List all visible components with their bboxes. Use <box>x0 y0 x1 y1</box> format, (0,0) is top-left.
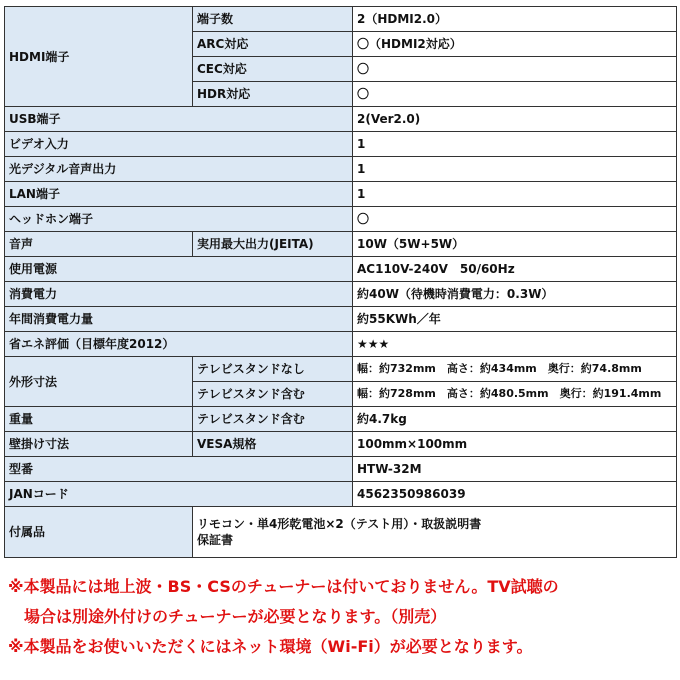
notice-line-1: ※本製品には地上波・BS・CSのチューナーは付いておりません。TV試聴の <box>8 577 559 596</box>
notice-block <box>8 572 672 662</box>
row-label-optical: 光デジタル音声出力 <box>5 157 353 182</box>
spec-table <box>4 6 677 558</box>
row-label-power-source: 使用電源 <box>5 257 353 282</box>
row-label-energy-rating: 省エネ評価（目標年度2012） <box>5 332 353 357</box>
table-row <box>5 307 677 332</box>
table-row <box>5 182 677 207</box>
table-row <box>5 7 677 32</box>
value-hdr: 〇 <box>353 82 677 107</box>
row-label-wall-mount: 壁掛け寸法 <box>5 432 193 457</box>
table-row <box>5 132 677 157</box>
value-cec: 〇 <box>353 57 677 82</box>
row-label-video: ビデオ入力 <box>5 132 353 157</box>
sub-label-weight: テレビスタンド含む <box>193 407 353 432</box>
sub-label-cec: CEC対応 <box>193 57 353 82</box>
table-row <box>5 207 677 232</box>
value-video: 1 <box>353 132 677 157</box>
table-row <box>5 432 677 457</box>
value-energy-rating: ★★★ <box>353 332 677 357</box>
table-row <box>5 457 677 482</box>
table-row <box>5 407 677 432</box>
sub-label-with-stand: テレビスタンド含む <box>193 382 353 407</box>
accessories-line-1: リモコン・単4形乾電池×2（テスト用）・取扱説明書 <box>197 517 482 531</box>
table-row <box>5 482 677 507</box>
value-wall-mount: 100mm×100mm <box>353 432 677 457</box>
row-label-dimensions: 外形寸法 <box>5 357 193 407</box>
row-label-jan: JANコード <box>5 482 353 507</box>
value-annual-power: 約55KWh／年 <box>353 307 677 332</box>
table-row <box>5 257 677 282</box>
sub-label-hdr: HDR対応 <box>193 82 353 107</box>
value-arc: 〇（HDMI2対応） <box>353 32 677 57</box>
value-power-consumption: 約40W（待機時消費電力：0.3W） <box>353 282 677 307</box>
row-label-model: 型番 <box>5 457 353 482</box>
value-model: HTW-32M <box>353 457 677 482</box>
sub-label-audio: 実用最大出力(JEITA) <box>193 232 353 257</box>
table-row <box>5 357 677 382</box>
table-row <box>5 157 677 182</box>
notice-line-2: 場合は別途外付けのチューナーが必要となります。（別売） <box>24 607 447 626</box>
sub-label-arc: ARC対応 <box>193 32 353 57</box>
row-label-accessories: 付属品 <box>5 507 193 558</box>
row-label-weight: 重量 <box>5 407 193 432</box>
sub-label-wall-mount: VESA規格 <box>193 432 353 457</box>
value-audio: 10W（5W+5W） <box>353 232 677 257</box>
value-jan: 4562350986039 <box>353 482 677 507</box>
row-label-lan: LAN端子 <box>5 182 353 207</box>
row-label-annual-power: 年間消費電力量 <box>5 307 353 332</box>
value-weight: 約4.7kg <box>353 407 677 432</box>
row-label-headphone: ヘッドホン端子 <box>5 207 353 232</box>
accessories-line-2: 保証書 <box>197 533 234 547</box>
value-power-source: AC110V-240V 50/60Hz <box>353 257 677 282</box>
table-row <box>5 107 677 132</box>
notice-line-3: ※本製品をお使いいただくにはネット環境（Wi-Fi）が必要となります。 <box>8 637 533 656</box>
value-ports: 2（HDMI2.0） <box>353 7 677 32</box>
table-row <box>5 282 677 307</box>
value-optical: 1 <box>353 157 677 182</box>
row-label-audio: 音声 <box>5 232 193 257</box>
table-row <box>5 332 677 357</box>
value-with-stand: 幅：約728mm 高さ：約480.5mm 奥行：約191.4mm <box>353 382 677 407</box>
value-usb: 2(Ver2.0) <box>353 107 677 132</box>
row-label-hdmi: HDMI端子 <box>5 7 193 107</box>
value-headphone: 〇 <box>353 207 677 232</box>
sub-label-ports: 端子数 <box>193 7 353 32</box>
value-lan: 1 <box>353 182 677 207</box>
sub-label-no-stand: テレビスタンドなし <box>193 357 353 382</box>
value-accessories <box>193 507 677 558</box>
value-no-stand: 幅：約732mm 高さ：約434mm 奥行：約74.8mm <box>353 357 677 382</box>
row-label-usb: USB端子 <box>5 107 353 132</box>
table-row <box>5 507 677 558</box>
row-label-power-consumption: 消費電力 <box>5 282 353 307</box>
table-row <box>5 232 677 257</box>
